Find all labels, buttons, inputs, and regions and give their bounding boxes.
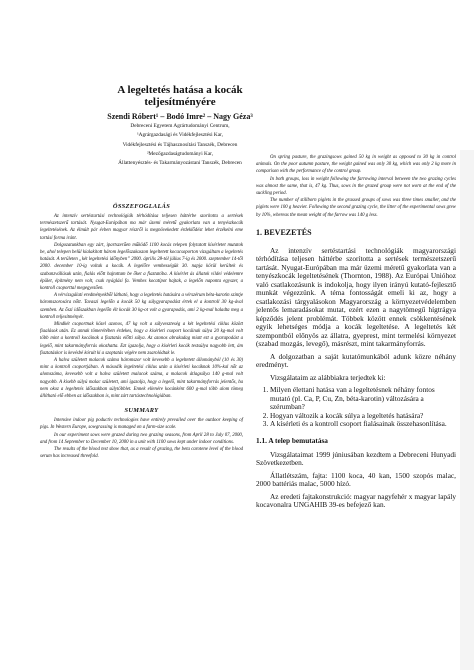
introduction-text	[256, 247, 456, 383]
summary-en	[40, 417, 243, 460]
question-item: 1. Milyen élettani hatása van a legeltetésnek néhány fontos mutató (pl. Ca, P, Cu, Zn, béta-karotin) változására a szérumban?	[270, 386, 456, 412]
summary-en-heading: SUMMARY	[124, 407, 159, 415]
affiliation-line: Debreceni Egyetem Agrártudományi Centrum,	[130, 123, 230, 129]
affiliation-line: ²Mezőgazdaságtudományi Kar,	[146, 150, 214, 157]
summary-en-paragraph: The number of stillborn piglets in the grassed groups of sows was three times smaller, and the piglets were 100 g heavier. Following the second grazing cycle, the litter of the experimental sows grew by 10%, whereas the mean weight of the farrow was 140 g less.	[256, 198, 456, 218]
summary-paragraph: A halva született malacok száma háromszor volt kevesebb a legeltetett állományból (10 és 30) mint a kontroll csoportjában. A második legeltetési ciklus után a kísérleti kocáknak 10%-kal nőt az alomszáma, kevesebb volt a halva született malacok száma, a malacok átlagsúlya 140 g-mal volt nagyobb. A kisebb súlyú malac született, ami igazolja, hogy a legelő, mint takarmányforrás jelentős, ha nem okoz a legeltetés időszakban súlytöbblet. Ennek ellenére kocánként 600 g-mal több alom tömeg állítható elő ebben az időszakban is, mint zárt tartástechnológiában.	[40, 358, 243, 400]
body-paragraph: Állatlétszám, fajta: 1100 koca, 40 kan, 1500 szopós malac, 2000 battériás malac, 5000 hízó.	[256, 470, 456, 489]
summary-en-paragraph: In both groups, loss in weight following the farrowing interval between the two grazing cycles was almost the same, that is, 47 kg. Thus, sows in the grazed group were not worn at the end of the suckling period.	[256, 176, 456, 197]
body-paragraph: Vizsgálataim az alábbiakra terjedtek ki:	[270, 372, 386, 382]
site-description	[256, 451, 456, 510]
question-item: 2. Hogyan változik a kocák súlya a legeltetés hatására?	[270, 412, 456, 421]
summary-en-continued	[256, 154, 456, 219]
title-line-2: teljesítményére	[144, 96, 216, 108]
research-questions	[256, 386, 456, 429]
question-item: 3. A kísérleti és a kontroll csoport fialásainak összehasonlítása.	[270, 420, 456, 429]
summary-en-paragraph: Intensive indoor pig poductiv technologies have entirely prevailed over the outdoor keeping of pigs. In Western Europe, sowgrassing is managed on a farm-size scale.	[40, 418, 243, 431]
paper-title	[80, 84, 280, 108]
summary-en-paragraph: In our experiment sows were grazed during two grazing seasons, from April 28 to July 07, 2000, and from 14 September to December 10, 2000 in a unit with 1100 sows kept under indoor conditions.	[40, 432, 243, 445]
body-paragraph: Vizsgálataimat 1999 júniusában kezdtem a Debreceni Hunyadi Szövetkezetben.	[256, 449, 456, 468]
affiliation-line: ¹Agrárgazdasági és Vidékfejlesztési Kar,	[137, 132, 223, 139]
summary-paragraph: Dolgozatunkban egy zárt, ipartszerűen működő 1100 kocás telepen folytatott kísérletet mutatok be, ahol telepen belül kialakított három legelőszakaszon legeltetett kocacsoporton vizsgáltam a legeltetés hatását. A területen „két legeltetési időnyben” 2000. április 28-tól július 7-ig és 2000. szeptember 14-től 2000. december 10-ig voltak a kocák. A legelőre vemhességük 30. napja körül kerültek és szabanzvállásuk után, fialás előtt hajtottam be őket a fiaztatóba. A kísérlet ás állatok vildei védelemre épület, építmény nem volt, csak nyáglási fa. Vemhes kocatípot hajtak, a legelőn naponta egyszer, a kontroll csoporttal megegyezően.	[40, 242, 243, 292]
summary-paragraph: Mindkét csoportnak közel azonos, 47 kg volt a súlyveszteség a két legeltetési ciklus között fiaalások után. Ez annak tömerétében érdekes, hogy a kísérleti csoport kocáinak súlya 20 kg-mal volt több mint a kontroll kocáinak a fiaztatás előtti súlya. Az azonos abrakadag miatt ezt a gyarapodást a legelő, mint takarmányforrás okozhatta. Ezt igazolja, hogy a kísérleti kocák testsúlya nagyobb lett, ám fiaztatáskor is kevésbé kórult ki a szoptatás végére nem zsarolódtak le.	[40, 322, 243, 356]
affiliation-line: Állattenyésztés- és Takarmányozástani Tanszék, Debrecen	[118, 160, 242, 167]
page-edge-shadow	[460, 150, 474, 670]
right-column	[256, 154, 456, 514]
authors: Szendi Róbert¹ – Bodó Imre² – Nagy Géza³	[107, 112, 253, 121]
summary-heading: ÖSSZEFOGLALÁS	[112, 203, 171, 210]
section-heading-introduction: 1. BEVEZETÉS	[256, 227, 312, 237]
summary-paragraph: A vérvizsgálati eredményekből látható, hogy a legeltetés hatására a vérszérum béta-karotin szintje háromszorosára nőtt. Tavaszi legelőn a kocák 50 kg súlygyarapodást értek el a kontroll 30 kg-ával szemben. Az őszi időszakban legelőn élt kocák 30 kg-ot volt a gyarapodás, ami 2 kg-mal haladta meg a kontroll teljesítményét.	[40, 293, 243, 320]
summary-paragraph: Az intenzív sertéstartási technológiák térhódítása teljesen háttérbe szorította a sertések természetszerű tartását. Nyugat-Európában ma már üzemi méretű gyakorlata van a tenyészkocák legeltetésének. Az élmúlt pár évben magyar részről is megnövekedett érdeklődést lehet érzékelni eme tartási forma iránt.	[40, 214, 243, 241]
body-paragraph: Az eredeti fajtakonstrukció: magyar nagyfehér x magyar lapály kocavonalra UNGAHIB 39-es befejező kan.	[256, 491, 456, 510]
affiliation-line: Vidékfejlesztési és Tájhasznosítási Tanszék, Debrecen	[122, 141, 238, 148]
subsection-heading: 1.1. A telep bemutatása	[256, 435, 328, 445]
left-column	[40, 196, 243, 461]
summary-en-paragraph: On spring pasture, the grazingsows gained 50 kg in weight as opposed to 30 kg in control animals. On the poor autumn pasture, the weight gained was only 30 kg, which was only 2 kg more in comparison with the performance of the control group.	[256, 155, 456, 175]
title-line-1: A legeltetés hatása a kocák	[117, 84, 243, 96]
body-paragraph: A dolgozatban a saját kutatómunkából adunk közre néhány eredményt.	[256, 351, 456, 370]
summary-hu	[40, 213, 243, 400]
summary-en-paragraph: The results of the blood test show that, as a result of grazing, the beta carotene level of the blood serum has increased threefold.	[40, 447, 243, 460]
body-paragraph: Az intenzív sertéstartási technológiák magyarországi térhódítása teljesen háttérbe szorította a sertések természetszerű tartását. Nyugat-Európában ma már üzemi méretű gyakorlata van a tenyészkocák legeltetésének (Thornton, 1988). Az Európai Unióhoz való csatlakozásunk is indokolja, hogy ilyen irányú kutató-fejlesztő munkát végezzünk. A téma fontosságát emeli ki az, hogy a csatlakozási tárgyalásokon Magyarország a környezetvédelemben jelentős lemaradásokat mutat, ezért ezen a nagytömegű hígtrágya képződés jelent problémát. Többek között ennek csökkentésének egyik lehetséges módja a kocák legeltetése. A legeltetés két szempontból előnyös az állatra, gyeprest, mint termelési környezet (szabad mozgás, levegő), másrészt, mint takarmányforrás.	[256, 245, 456, 349]
